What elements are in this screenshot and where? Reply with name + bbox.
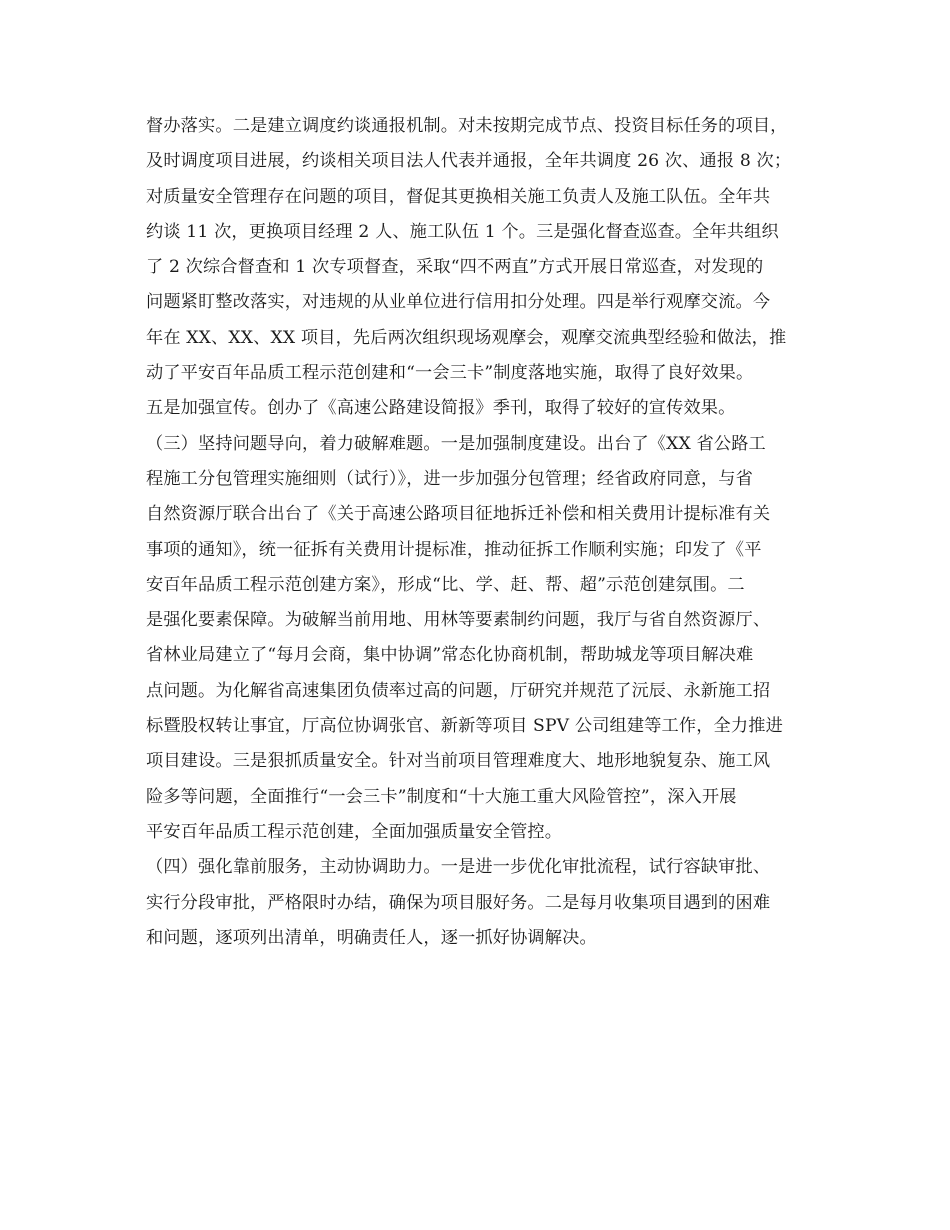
- section-heading-line: （四）强化靠前服务，主动协调助力。一是进一步优化审批流程，试行容缺审批、: [146, 857, 771, 878]
- body-line: 点问题。为化解省高速集团负债率过高的问题，厅研究并规范了沅辰、永新施工招: [146, 680, 771, 701]
- section-heading-line: （三）坚持问题导向，着力破解难题。一是加强制度建设。出台了《XX 省公路工: [146, 433, 766, 454]
- body-line: 险多等问题，全面推行“一会三卡”制度和“十大施工重大风险管控”，深入开展: [146, 786, 737, 807]
- body-line: 标暨股权转让事宜，厅高位协调张官、新新等项目 SPV 公司组建等工作，全力推进: [146, 716, 783, 737]
- body-line: 及时调度项目进展，约谈相关项目法人代表并通报，全年共调度 26 次、通报 8 次；: [146, 151, 792, 172]
- body-line: 年在 XX、XX、XX 项目，先后两次组织现场观摩会，观摩交流典型经验和做法，推: [146, 327, 787, 348]
- body-line: 省林业局建立了“每月会商，集中协调”常态化协商机制，帮助城龙等项目解决难: [146, 645, 754, 666]
- body-line: 督办落实。二是建立调度约谈通报机制。对未按期完成节点、投资目标任务的项目，: [146, 116, 788, 136]
- body-line: 安百年品质工程示范创建方案》，形成“比、学、赶、帮、超”示范创建氛围。二: [146, 574, 745, 595]
- body-line: 平安百年品质工程示范创建，全面加强质量安全管控。: [146, 821, 563, 842]
- body-line: 自然资源厅联合出台了《关于高速公路项目征地拆迁补偿和相关费用计提标准有关: [146, 504, 771, 525]
- body-line: 约谈 11 次，更换项目经理 2 人、施工队伍 1 个。三是强化督查巡查。全年共组织: [146, 221, 779, 242]
- body-line: 项目建设。三是狠抓质量安全。针对当前项目管理难度大、地形地貌复杂、施工风: [146, 751, 771, 772]
- body-line: 是强化要素保障。为破解当前用地、用林等要素制约问题，我厅与省自然资源厅、: [146, 610, 771, 631]
- body-line: 五是加强宣传。创办了《高速公路建设简报》季刊，取得了较好的宣传效果。: [146, 398, 736, 419]
- body-line: 对质量安全管理存在问题的项目，督促其更换相关施工负责人及施工队伍。全年共: [146, 186, 771, 207]
- body-line: 了 2 次综合督查和 1 次专项督查，采取“四不两直”方式开展日常巡查，对发现的: [146, 257, 764, 278]
- document-body: [146, 109, 826, 956]
- body-line: 和问题，逐项列出清单，明确责任人，逐一抓好协调解决。: [146, 927, 597, 948]
- body-line: 程施工分包管理实施细则（试行）》，进一步加强分包管理；经省政府同意，与省: [146, 468, 753, 489]
- body-line: 实行分段审批，严格限时办结，确保为项目服好务。二是每月收集项目遇到的困难: [146, 892, 771, 913]
- body-line: 问题紧盯整改落实，对违规的从业单位进行信用扣分处理。四是举行观摩交流。今: [146, 292, 771, 313]
- body-line: 事项的通知》，统一征拆有关费用计提标准，推动征拆工作顺利实施；印发了《平: [146, 539, 762, 560]
- body-line: 动了平安百年品质工程示范创建和“一会三卡”制度落地实施，取得了良好效果。: [146, 363, 754, 384]
